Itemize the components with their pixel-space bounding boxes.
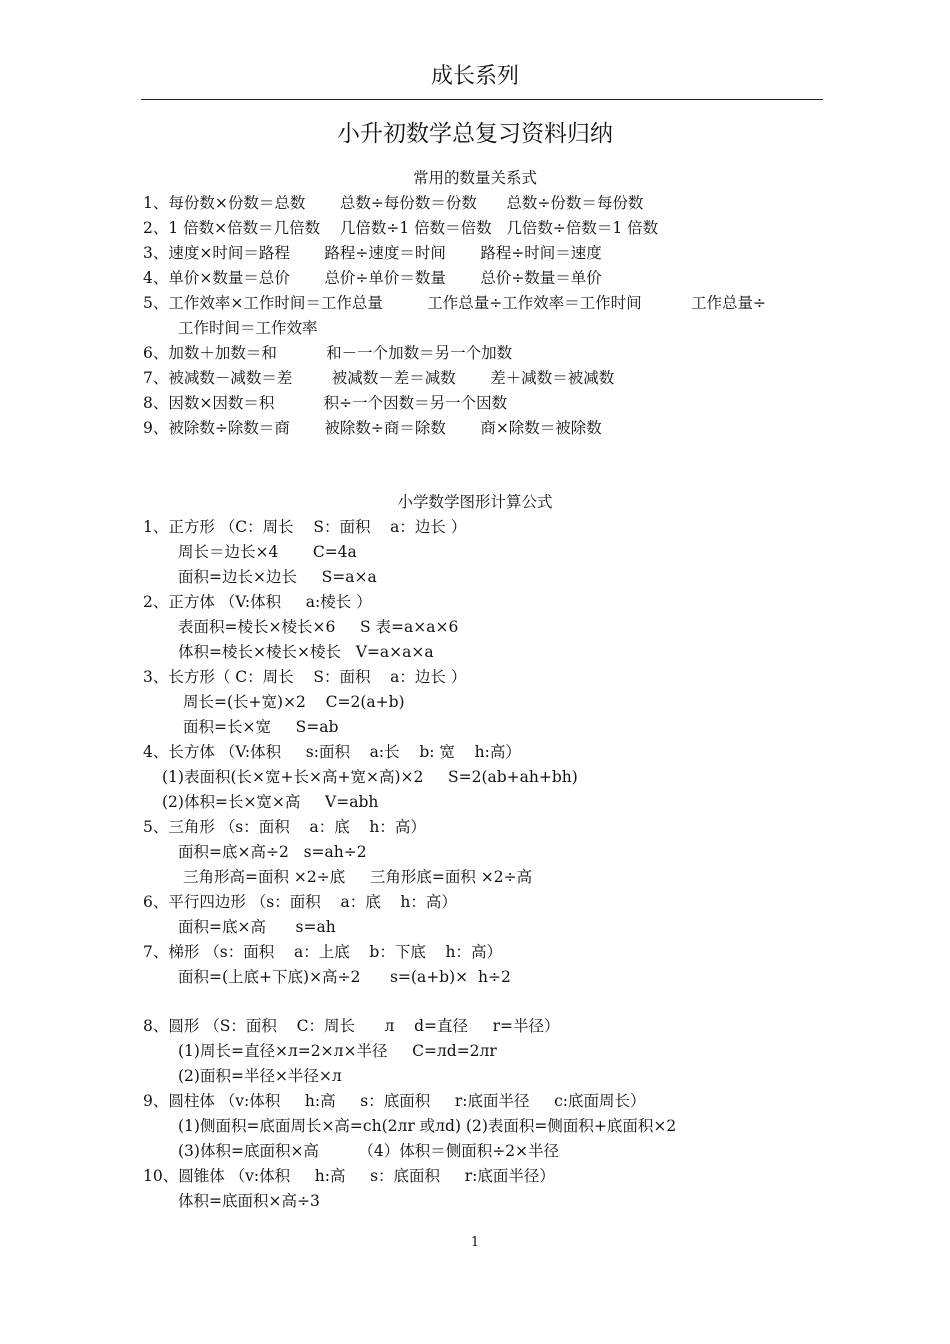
formula-line: 3、长方形（ C：周长 S：面积 a：边长 ） [143, 668, 467, 686]
section-heading: 小学数学图形计算公式 [397, 493, 553, 511]
formula-line: 1、每份数×份数＝总数 总数÷每份数＝份数 总数÷份数＝每份数 [143, 194, 644, 212]
formula-line: 周长=(长+宽)×2 C=2(a+b) [183, 693, 405, 711]
formula-line: (3)体积=底面积×高 （4）体积＝侧面积÷2×半径 [178, 1142, 560, 1160]
formula-line: 8、因数×因数＝积 积÷一个因数＝另一个因数 [143, 394, 508, 412]
formula-line: 9、圆柱体 （v:体积 h:高 s：底面积 r:底面半径 c:底面周长） [143, 1092, 646, 1110]
formula-line: 6、加数＋加数＝和 和－一个加数＝另一个加数 [143, 344, 513, 362]
page-header-title: 成长系列 [430, 64, 519, 89]
formula-line: (1)侧面积=底面周长×高=ch(2лr 或лd) (2)表面积=侧面积+底面积×2 [178, 1117, 677, 1135]
formula-line: (2)面积=半径×半径×л [178, 1067, 342, 1085]
formula-line: (2)体积=长×宽×高 V=abh [162, 793, 379, 811]
formula-line: 2、正方体 （V:体积 a:棱长 ） [143, 593, 372, 611]
formula-line: 体积=底面积×高÷3 [178, 1192, 320, 1210]
formula-line: (1)周长=直径×л=2×л×半径 C=лd=2лr [178, 1042, 497, 1060]
formula-line: 面积=长×宽 S=ab [183, 718, 339, 736]
formula-line: 6、平行四边形 （s：面积 a：底 h：高） [143, 893, 457, 911]
formula-line: 8、圆形 （S：面积 C：周长 л d=直径 r=半径） [143, 1017, 560, 1035]
formula-line: 面积=(上底+下底)×高÷2 s=(a+b)× h÷2 [178, 968, 511, 986]
formula-line: (1)表面积(长×宽+长×高+宽×高)×2 S=2(ab+ah+bh) [162, 768, 578, 786]
formula-line: 体积=棱长×棱长×棱长 V=a×a×a [178, 643, 434, 661]
formula-line: 三角形高=面积 ×2÷底 三角形底=面积 ×2÷高 [183, 868, 533, 886]
formula-line: 5、工作效率×工作时间＝工作总量 工作总量÷工作效率＝工作时间 工作总量÷ [143, 294, 766, 312]
document-title: 小升初数学总复习资料归纳 [337, 121, 613, 147]
page-number: 1 [470, 1235, 480, 1250]
formula-line: 2、1 倍数×倍数＝几倍数 几倍数÷1 倍数＝倍数 几倍数÷倍数＝1 倍数 [143, 219, 659, 237]
formula-line: 9、被除数÷除数＝商 被除数÷商＝除数 商×除数＝被除数 [143, 419, 602, 437]
formula-line: 4、长方体 （V:体积 s:面积 a:长 b: 宽 h:高） [143, 743, 521, 761]
formula-line: 面积=边长×边长 S=a×a [178, 568, 377, 586]
formula-line: 表面积=棱长×棱长×6 S 表=a×a×6 [178, 618, 459, 636]
formula-line: 面积=底×高 s=ah [178, 918, 336, 936]
section-heading: 常用的数量关系式 [412, 169, 537, 187]
formula-line: 周长＝边长×4 C=4a [178, 543, 357, 561]
formula-line: 面积=底×高÷2 s=ah÷2 [178, 843, 367, 861]
formula-line: 7、被减数－减数＝差 被减数－差＝减数 差＋减数＝被减数 [143, 369, 615, 387]
formula-line: 1、正方形 （C：周长 S：面积 a：边长 ） [143, 518, 467, 536]
formula-line: 7、梯形 （s：面积 a：上底 b：下底 h：高） [143, 943, 503, 961]
formula-line: 4、单价×数量＝总价 总价÷单价＝数量 总价÷数量＝单价 [143, 269, 602, 287]
formula-line: 3、速度×时间＝路程 路程÷速度＝时间 路程÷时间＝速度 [143, 244, 602, 262]
formula-line: 10、圆锥体 （v:体积 h:高 s：底面积 r:底面半径） [143, 1167, 555, 1185]
formula-line: 5、三角形 （s：面积 a：底 h：高） [143, 818, 426, 836]
formula-line: 工作时间＝工作效率 [178, 319, 318, 337]
